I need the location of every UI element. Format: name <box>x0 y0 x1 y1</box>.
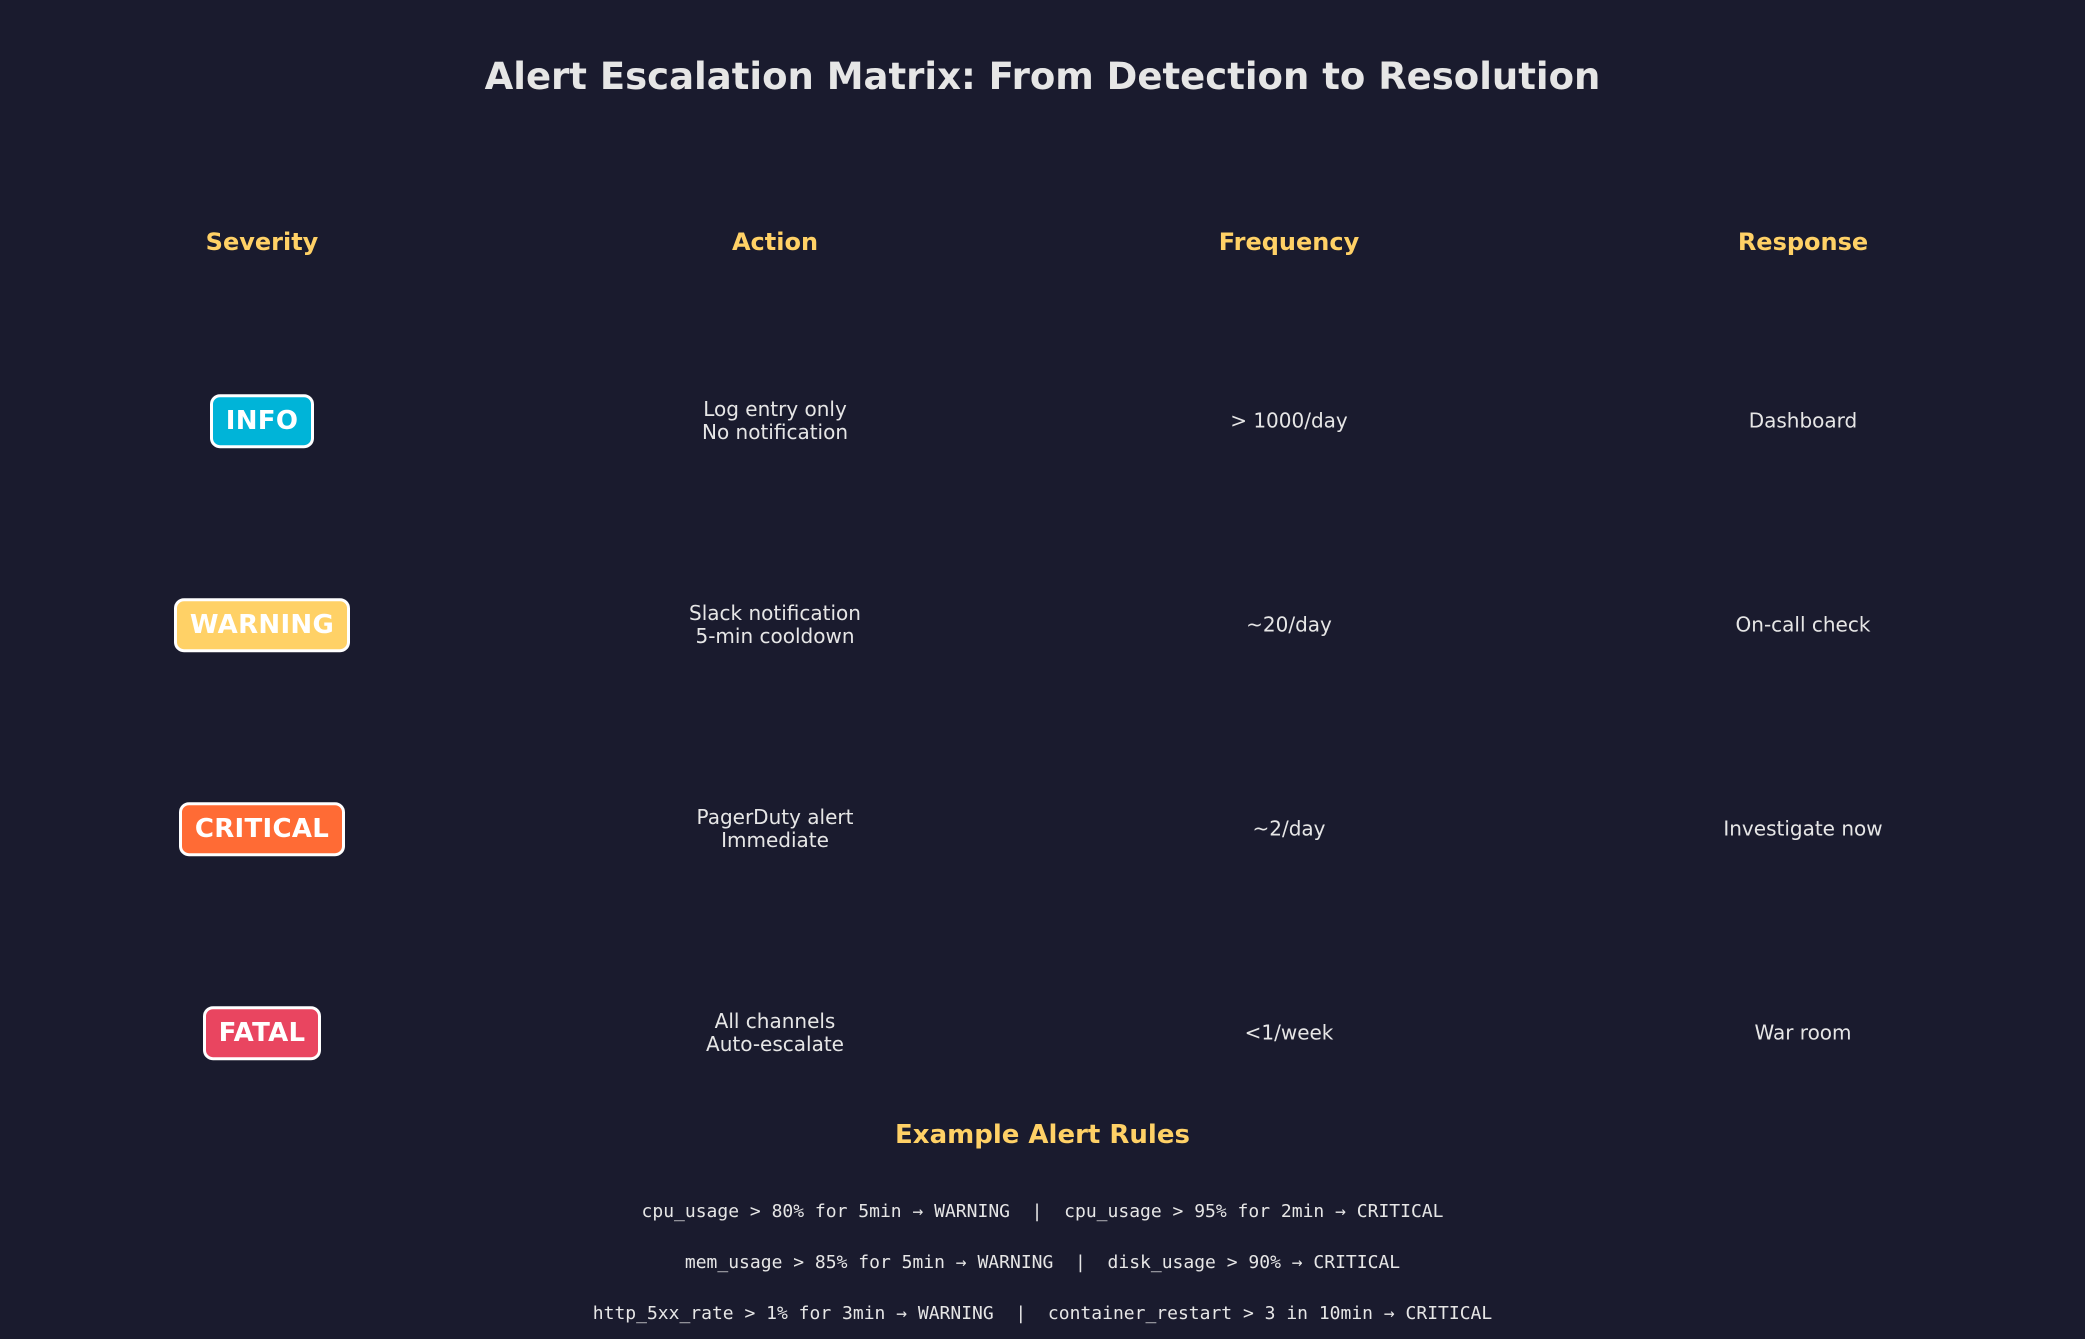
action-cell-warning <box>515 602 1035 648</box>
action-line: Log entry only <box>703 397 847 421</box>
column-header-severity: Severity <box>205 228 319 256</box>
frequency-cell-info: > 1000/day <box>1230 408 1348 433</box>
action-cell-critical <box>515 806 1035 852</box>
severity-badge-fatal: FATAL <box>203 1006 322 1060</box>
action-line: Auto-escalate <box>706 1032 844 1056</box>
action-line: Immediate <box>721 828 829 852</box>
response-cell-critical: Investigate now <box>1723 816 1883 841</box>
examples-title: Example Alert Rules <box>895 1120 1190 1150</box>
action-cell-fatal <box>515 1010 1035 1056</box>
action-line: PagerDuty alert <box>696 805 854 829</box>
action-line: All channels <box>714 1009 836 1033</box>
action-line: Slack notification <box>689 601 861 625</box>
severity-badge-info: INFO <box>210 394 315 448</box>
severity-cell-warning <box>2 598 522 652</box>
response-cell-warning: On-call check <box>1735 612 1871 637</box>
frequency-cell-fatal: <1/week <box>1244 1020 1334 1045</box>
severity-badge-warning: WARNING <box>174 598 350 652</box>
action-cell-info <box>515 398 1035 444</box>
column-header-response: Response <box>1737 228 1869 256</box>
frequency-cell-warning: ~20/day <box>1246 612 1332 637</box>
severity-cell-critical <box>2 802 522 856</box>
response-cell-info: Dashboard <box>1748 408 1858 433</box>
severity-badge-critical: CRITICAL <box>179 802 345 856</box>
action-line: No notification <box>701 420 849 444</box>
column-header-action: Action <box>731 228 819 256</box>
severity-cell-info <box>2 394 522 448</box>
column-header-frequency: Frequency <box>1218 228 1360 256</box>
frequency-cell-critical: ~2/day <box>1252 816 1326 841</box>
action-line: 5-min cooldown <box>695 624 855 648</box>
example-rule: mem_usage > 85% for 5min → WARNING | disk_usage > 90% → CRITICAL <box>684 1252 1401 1273</box>
response-cell-fatal: War room <box>1754 1020 1852 1045</box>
severity-cell-fatal <box>2 1006 522 1060</box>
example-rule: http_5xx_rate > 1% for 3min → WARNING | container_restart > 3 in 10min → CRITICAL <box>592 1303 1493 1324</box>
example-rule: cpu_usage > 80% for 5min → WARNING | cpu_usage > 95% for 2min → CRITICAL <box>641 1201 1444 1222</box>
page-title: Alert Escalation Matrix: From Detection to Resolution <box>484 55 1601 98</box>
